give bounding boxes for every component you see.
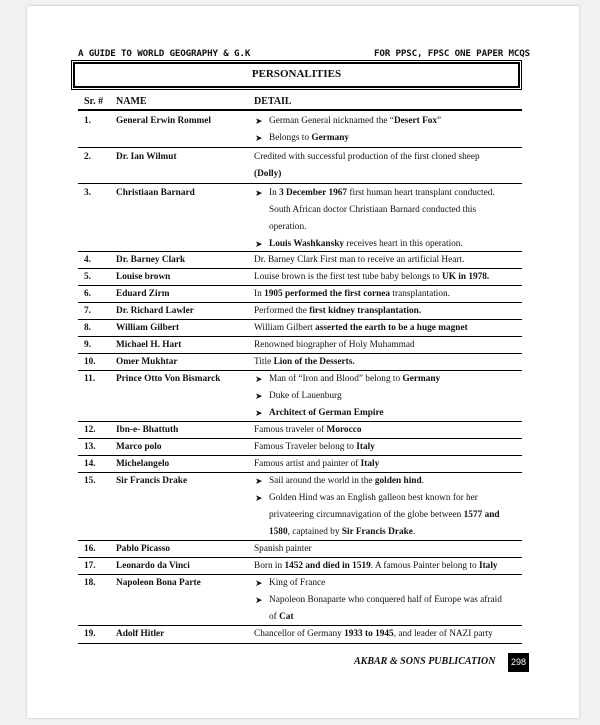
header-right: FOR PPSC, FPSC ONE PAPER MCQS <box>373 48 530 59</box>
detail-text: Louise brown is the first test tube baby belongs to UK in 1978. <box>254 272 490 282</box>
row-sr: 19. <box>84 629 96 639</box>
row-sr: 12. <box>84 425 96 435</box>
arrow-bullet-icon: ➤ <box>255 391 263 401</box>
row-sr: 2. <box>84 152 91 162</box>
row-divider <box>78 643 522 644</box>
arrow-bullet-icon: ➤ <box>255 595 263 605</box>
row-name: Dr. Barney Clark <box>116 255 186 265</box>
publisher-footer: AKBAR & SONS PUBLICATION <box>354 656 496 667</box>
row-name: Louise brown <box>116 272 171 282</box>
detail-text: William Gilbert asserted the earth to be a huge magnet <box>254 323 468 333</box>
detail-text: Credited with successful production of the first cloned sheep <box>254 152 480 162</box>
detail-bullet: Golden Hind was an English galleon best known for her <box>269 493 478 503</box>
detail-bullet: Man of “Iron and Blood” belong to Germany <box>269 374 441 384</box>
detail-text: Renowned biographer of Holy Muhammad <box>254 340 415 350</box>
detail-text: Born in 1452 and died in 1519. A famous Painter belong to Italy <box>254 561 498 571</box>
detail-bullet: In 3 December 1967 first human heart transplant conducted. <box>269 188 495 198</box>
column-header-detail: DETAIL <box>254 96 292 107</box>
row-name: Michael H. Hart <box>116 340 182 350</box>
row-sr: 5. <box>84 272 91 282</box>
detail-bullet: Napoleon Bonaparte who conquered half of Europe was afraid <box>269 595 502 605</box>
row-name: Leonardo da Vinci <box>116 561 190 571</box>
arrow-bullet-icon: ➤ <box>255 578 263 588</box>
header-left: A GUIDE TO WORLD GEOGRAPHY & G.K <box>78 48 251 59</box>
detail-bullet: Belongs to Germany <box>269 133 350 143</box>
arrow-bullet-icon: ➤ <box>255 374 263 384</box>
row-name: Omer Mukhtar <box>116 357 178 367</box>
detail-text: Performed the first kidney transplantation. <box>254 306 422 316</box>
row-sr: 7. <box>84 306 91 316</box>
detail-text: Famous artist and painter of Italy <box>254 459 380 469</box>
arrow-bullet-icon: ➤ <box>255 239 263 249</box>
detail-text: Famous Traveler belong to Italy <box>254 442 375 452</box>
row-name: Marco polo <box>116 442 162 452</box>
row-name: Sir Francis Drake <box>116 476 188 486</box>
row-divider <box>78 183 522 184</box>
arrow-bullet-icon: ➤ <box>255 116 263 126</box>
row-sr: 3. <box>84 188 91 198</box>
detail-bullet: Duke of Lauenburg <box>269 391 342 401</box>
page-number: 298 <box>508 653 529 672</box>
row-sr: 14. <box>84 459 96 469</box>
arrow-bullet-icon: ➤ <box>255 476 263 486</box>
row-name: Napoleon Bona Parte <box>116 578 201 588</box>
row-name: Christiaan Barnard <box>116 188 195 198</box>
detail-bullet: Sail around the world in the golden hind. <box>269 476 424 486</box>
detail-text: Chancellor of Germany 1933 to 1945, and leader of NAZI party <box>254 629 493 639</box>
detail-bullet: King of France <box>269 578 326 588</box>
row-sr: 17. <box>84 561 96 571</box>
row-sr: 11. <box>84 374 96 384</box>
detail-text: 1580, captained by Sir Francis Drake. <box>269 527 416 537</box>
detail-text: Spanish painter <box>254 544 312 554</box>
detail-text: Famous traveler of Morocco <box>254 425 362 435</box>
row-sr: 16. <box>84 544 96 554</box>
row-sr: 15. <box>84 476 96 486</box>
row-sr: 8. <box>84 323 91 333</box>
section-banner <box>73 62 520 88</box>
running-header <box>78 48 530 62</box>
row-name: Ibn-e- Bhattuth <box>116 425 179 435</box>
row-name: Eduard Zirm <box>116 289 170 299</box>
row-name: Prince Otto Von Bismarck <box>116 374 221 384</box>
arrow-bullet-icon: ➤ <box>255 493 263 503</box>
detail-text: of Cat <box>269 612 294 622</box>
detail-text: South African doctor Christiaan Barnard conducted this <box>269 205 477 215</box>
row-sr: 1. <box>84 116 91 126</box>
detail-bullet: Architect of German Empire <box>269 408 384 418</box>
row-name: Dr. Ian Wilmut <box>116 152 177 162</box>
detail-text: privateering circumnavigation of the globe between 1577 and <box>269 510 500 520</box>
row-divider <box>78 147 522 148</box>
row-sr: 18. <box>84 578 96 588</box>
detail-text: Dr. Barney Clark First man to receive an artificial Heart. <box>254 255 465 265</box>
section-title: PERSONALITIES <box>251 68 342 80</box>
row-sr: 9. <box>84 340 91 350</box>
row-name: Pablo Picasso <box>116 544 170 554</box>
header-rule <box>78 109 522 111</box>
row-sr: 6. <box>84 289 91 299</box>
row-sr: 10. <box>84 357 96 367</box>
row-name: Adolf Hitler <box>116 629 165 639</box>
row-name: General Erwin Rommel <box>116 116 212 126</box>
arrow-bullet-icon: ➤ <box>255 408 263 418</box>
detail-text: Title Lion of the Desserts. <box>254 357 355 367</box>
detail-bullet: German General nicknamed the “Desert Fox” <box>269 116 442 126</box>
row-name: William Gilbert <box>116 323 180 333</box>
column-header-name: NAME <box>116 96 147 107</box>
detail-bullet: Louis Washkansky receives heart in this operation. <box>269 239 463 249</box>
arrow-bullet-icon: ➤ <box>255 188 263 198</box>
detail-text: operation. <box>269 222 307 232</box>
column-header-sr: Sr. # <box>84 96 104 107</box>
row-name: Michelangelo <box>116 459 170 469</box>
detail-text: In 1905 performed the first cornea transplantation. <box>254 289 450 299</box>
arrow-bullet-icon: ➤ <box>255 133 263 143</box>
row-name: Dr. Richard Lawler <box>116 306 194 316</box>
detail-text: (Dolly) <box>254 169 282 179</box>
row-sr: 13. <box>84 442 96 452</box>
row-sr: 4. <box>84 255 91 265</box>
